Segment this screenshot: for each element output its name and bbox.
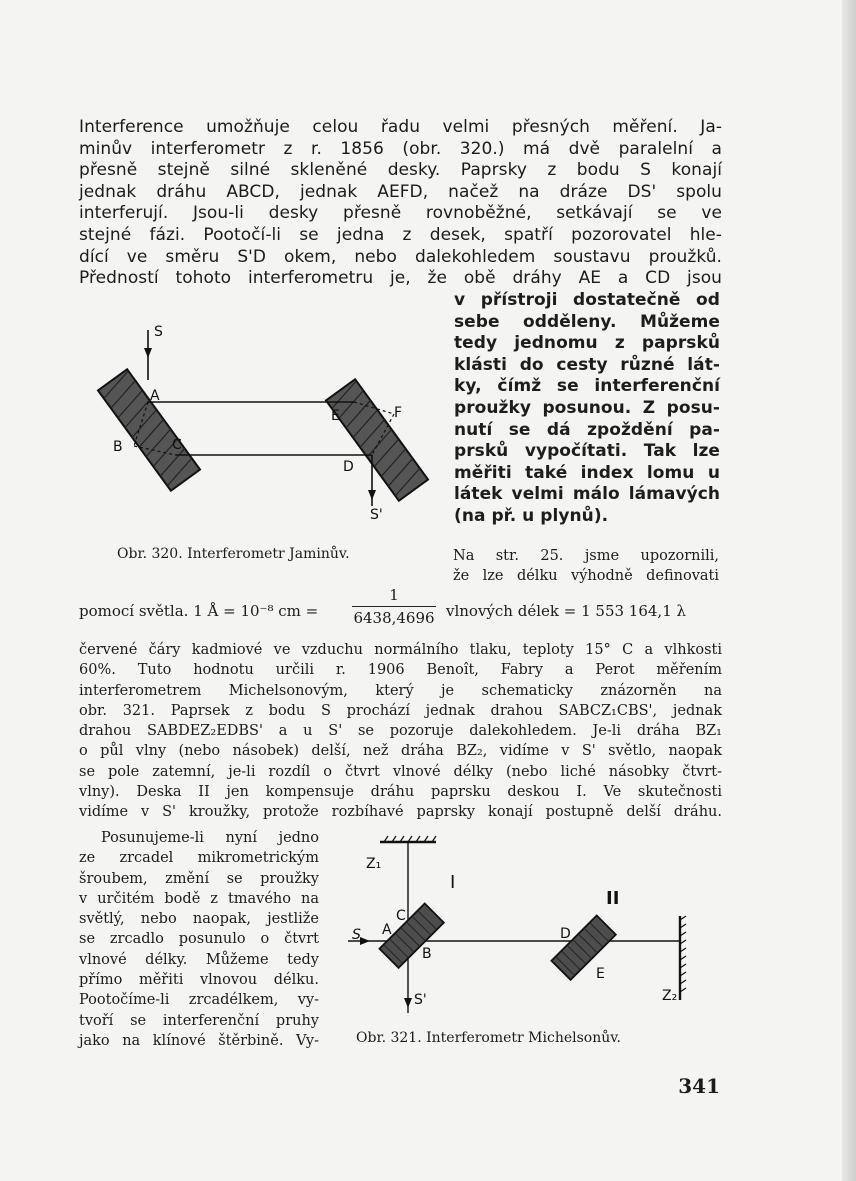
equation-fraction (352, 586, 436, 627)
label-s: S (154, 324, 163, 340)
fraction-numerator: 1 (389, 586, 399, 604)
label-z2: Z₂ (662, 988, 678, 1004)
text-line: drahou SABDEZ₂EDBS' a u S' se pozoruje dalekohledem. Je-li dráha BZ₁ (79, 723, 722, 740)
text-line: jako na klínové štěrbině. Vy- (79, 1032, 319, 1049)
text-line: měřiti také index lomu u (454, 462, 720, 483)
text-line: Na str. 25. jsme upozornili, (453, 548, 719, 564)
text-line: jednak dráhu ABCD, jednak AEFD, načež na dráze DS' spolu (79, 181, 722, 202)
text-line: Pootočíme-li zrcadélkem, vy- (79, 992, 319, 1009)
text-line: o půl vlny (nebo násobek) delší, než dráha BZ₂, vidíme v S' světlo, naopak (79, 743, 722, 760)
label-s: S (352, 927, 361, 943)
text-line: tedy jednomu z paprsků (454, 333, 720, 354)
paragraph-michelson-description (79, 640, 722, 823)
label-b: B (113, 439, 123, 455)
text-line: interferují. Jsou-li desky přesně rovnoběžné, setkávají se ve (79, 203, 722, 224)
paragraph-mirror-shift (79, 828, 319, 1051)
label-s-prime: S' (414, 992, 427, 1008)
page-edge (842, 0, 856, 1181)
label-c: C (396, 908, 406, 924)
text-line: světlý, nebo naopak, jestliže (79, 911, 319, 928)
fraction-denominator: 6438,4696 (353, 609, 435, 627)
text-line: (na př. u plynů). (454, 505, 609, 526)
label-c: C (172, 437, 182, 453)
text-line: se pole zatemní, je-li rozdíl o čtvrt vlnové délky (nebo liché násobky čtvrt- (79, 763, 722, 780)
text-line: červené čáry kadmiové ve vzduchu normálního tlaku, teploty 15° C a vlhkosti (79, 642, 722, 658)
text-line: 60%. Tuto hodnotu určili r. 1906 Benoît, Fabry a Perot měřením (79, 662, 722, 679)
label-f: F (394, 405, 403, 421)
paragraph-length-definition-start (453, 546, 719, 587)
figure-jamin-interferometer (82, 318, 442, 543)
text-line: ky, čímž se interferenční (454, 376, 720, 397)
text-line: přesně stejně silné skleněné desky. Paprsky z bodu S konají (79, 160, 722, 181)
label-z1: Z₁ (366, 856, 382, 872)
label-b: B (422, 946, 432, 962)
text-line: prsků vypočítati. Tak lze (454, 441, 720, 462)
equation-prefix: pomocí světla. 1 Å = 10⁻⁸ cm = (79, 602, 319, 620)
paragraph-jamin-side-column (454, 290, 720, 528)
text-line: v určitém bodě z tmavého na (79, 890, 319, 907)
label-plate-ii: II (606, 888, 620, 909)
text-line: klásti do cesty různé lát- (454, 354, 720, 375)
label-e: E (596, 966, 605, 982)
fraction-bar (352, 606, 436, 607)
paragraph-jamin-intro (79, 117, 722, 290)
text-line: vidíme v S' kroužky, protože rozbíhavé paprsky konají postupně delší dráhu. (79, 804, 722, 821)
label-d: D (560, 926, 571, 942)
text-line: vlnové délky. Můžeme tedy (79, 951, 319, 968)
label-e: E (331, 408, 340, 424)
label-a: A (150, 388, 160, 404)
text-line: se zrcadlo posunulo o čtvrt (79, 931, 319, 948)
label-d: D (343, 459, 354, 475)
text-line: minův interferometr z r. 1856 (obr. 320.) má dvě paralelní a (79, 138, 722, 159)
equation-suffix: vlnových délek = 1 553 164,1 λ (446, 602, 687, 620)
text-line: dící ve směru S'D okem, nebo dalekohledem soustavu proužků. (79, 246, 722, 267)
text-line: v přístroji dostatečně od (454, 290, 720, 310)
label-s-prime: S' (370, 507, 383, 523)
text-line: Posunujeme-li nyní jedno (101, 830, 319, 846)
text-line: interferometrem Michelsonovým, který je schematicky znázorněn na (79, 682, 722, 699)
text-line: vlny). Deska II jen kompensuje dráhu paprsku deskou I. Ve skutečnosti (79, 784, 722, 801)
figure-michelson-interferometer (340, 828, 710, 1028)
page-number: 341 (678, 1074, 720, 1098)
label-a: A (382, 922, 392, 938)
caption-figure-321: Obr. 321. Interferometr Michelsonův. (356, 1030, 621, 1046)
text-line: šroubem, změní se proužky (79, 870, 319, 887)
text-line: tvoří se interferenční pruhy (79, 1012, 319, 1029)
text-line: přímo měřiti vlnovou délku. (79, 972, 319, 989)
text-line: Interference umožňuje celou řadu velmi přesných měření. Ja- (79, 117, 722, 137)
text-line: látek velmi málo lámavých (454, 484, 720, 505)
text-line: že lze délku výhodně definovati (453, 568, 719, 585)
caption-figure-320: Obr. 320. Interferometr Jaminův. (117, 546, 350, 562)
text-line: stejné fázi. Pootočí-li se jedna z desek, spatří pozorovatel hle- (79, 224, 722, 245)
text-line: proužky posunou. Z posu- (454, 397, 720, 418)
text-line: obr. 321. Paprsek z bodu S prochází jednak drahou SABCZ₁CBS', jednak (79, 702, 722, 719)
text-line: ze zrcadel mikrometrickým (79, 850, 319, 867)
text-line: nutí se dá zpoždění pa- (454, 419, 720, 440)
text-line: Předností tohoto interferometru je, že obě dráhy AE a CD jsou (79, 268, 722, 289)
label-plate-i: I (450, 872, 456, 893)
text-line: sebe odděleny. Můžeme (454, 311, 720, 332)
